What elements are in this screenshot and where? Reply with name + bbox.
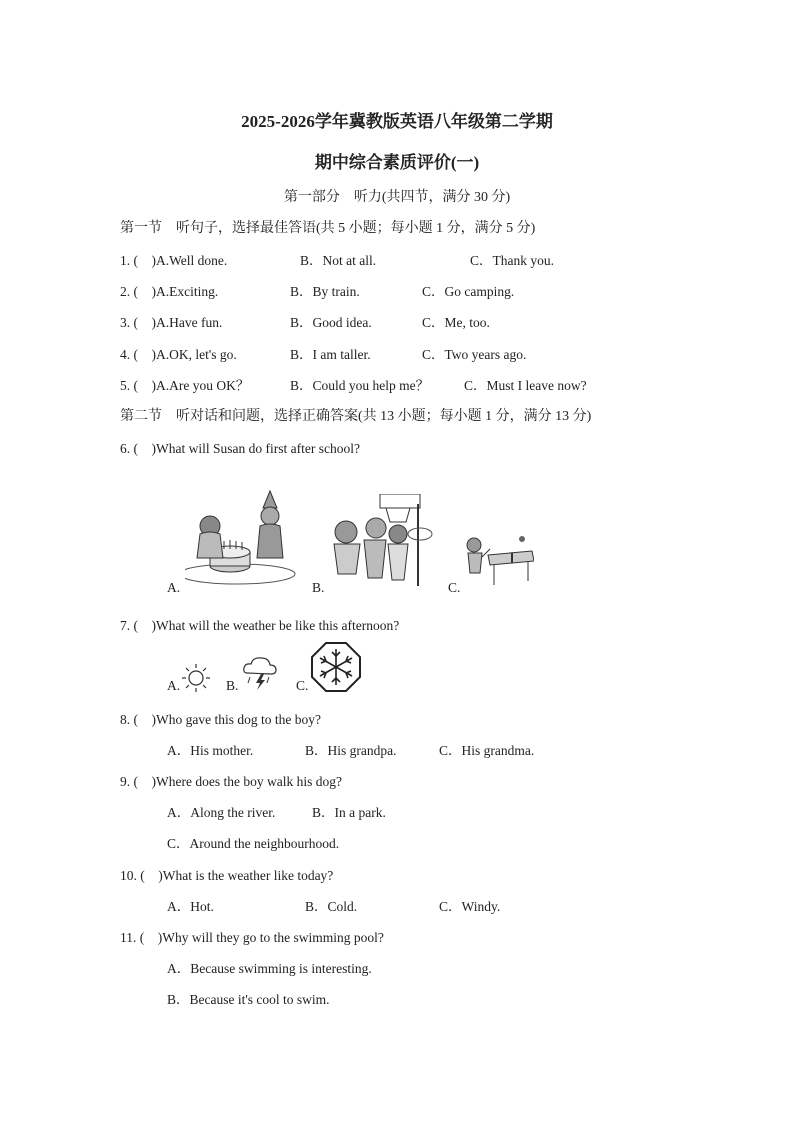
question-9-option-a: A．Along the river. (167, 805, 276, 820)
question-9-stem: 9. ( )Where does the boy walk his dog? (120, 774, 342, 789)
question-6-option-c: C. (448, 580, 461, 595)
question-6-option-a: A. (167, 580, 181, 595)
question-1-a: 1. ( )A.Well done. (120, 253, 228, 268)
question-7-option-b: B. (226, 678, 239, 693)
table-tennis-picture (462, 533, 534, 588)
question-7-option-a: A. (167, 678, 181, 693)
question-1-c: C．Thank you. (470, 253, 554, 268)
question-2-c: C．Go camping. (422, 284, 515, 299)
question-5-c: C．Must I leave now? (464, 378, 587, 393)
section2-heading: 第二节 听对话和问题，选择正确答案(共 13 小题；每小题 1 分，满分 13 分) (120, 409, 592, 424)
page-subtitle: 期中综合素质评价(一) (314, 153, 480, 172)
question-6-stem: 6. ( )What will Susan do first after school? (120, 441, 360, 456)
question-4-a: 4. ( )A.OK, let's go. (120, 347, 237, 362)
question-5-a: 5. ( )A.Are you OK？ (120, 378, 250, 393)
section1-heading: 第一节 听句子，选择最佳答语(共 5 小题；每小题 1 分，满分 5 分) (120, 221, 536, 236)
question-4-b: B．I am taller. (290, 347, 371, 362)
thunderstorm-icon (241, 653, 279, 691)
part-heading: 第一部分 听力(共四节，满分 30 分) (283, 190, 511, 205)
question-2-a: 2. ( )A.Exciting. (120, 284, 219, 299)
question-3-c: C．Me, too. (422, 315, 490, 330)
question-8-option-c: C．His grandma. (439, 743, 535, 758)
snowflake-icon (310, 641, 362, 693)
question-5-b: B．Could you help me？ (290, 378, 430, 393)
question-10-stem: 10. ( )What is the weather like today? (120, 868, 334, 883)
question-7-option-c: C. (296, 678, 309, 693)
question-4-c: C．Two years ago. (422, 347, 527, 362)
question-3-a: 3. ( )A.Have fun. (120, 315, 223, 330)
question-1-b: B．Not at all. (300, 253, 377, 268)
question-8-option-b: B．His grandpa. (305, 743, 397, 758)
page-title: 2025-2026学年冀教版英语八年级第二学期 (241, 112, 553, 131)
question-3-b: B．Good idea. (290, 315, 372, 330)
birthday-party-picture (185, 486, 300, 594)
question-9-option-b: B．In a park. (312, 805, 386, 820)
question-8-stem: 8. ( )Who gave this dog to the boy? (120, 712, 321, 727)
question-7-stem: 7. ( )What will the weather be like this afternoon? (120, 618, 400, 633)
question-11-option-b: B．Because it's cool to swim. (167, 992, 330, 1007)
question-10-option-c: C．Windy. (439, 899, 501, 914)
basketball-kids-picture (320, 494, 435, 586)
question-6-option-b: B. (312, 580, 325, 595)
question-10-option-b: B．Cold. (305, 899, 358, 914)
question-8-option-a: A．His mother. (167, 743, 254, 758)
question-11-stem: 11. ( )Why will they go to the swimming pool? (120, 930, 384, 945)
question-11-option-a: A．Because swimming is interesting. (167, 961, 372, 976)
question-2-b: B．By train. (290, 284, 360, 299)
sun-icon (181, 663, 211, 693)
question-10-option-a: A．Hot. (167, 899, 214, 914)
question-9-option-c: C．Around the neighbourhood. (167, 836, 340, 851)
